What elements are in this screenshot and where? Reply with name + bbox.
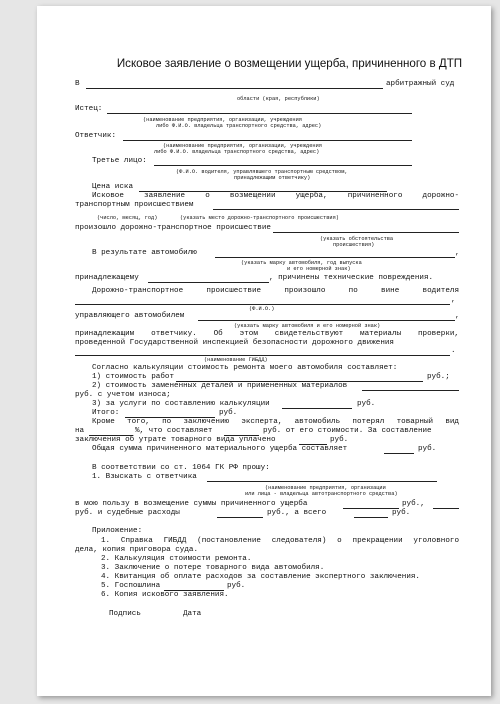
court-note: области (края, республики) <box>237 96 320 102</box>
calc-item-2b: руб. с учетом износа; <box>75 391 171 399</box>
car-owner-line[interactable] <box>148 282 269 283</box>
third-party-note-1: (Ф.И.О. водителя, управлявшего транспортным средством, <box>176 169 348 175</box>
appendix-item-5: 5. Госпошлина <box>101 582 161 590</box>
intro-circumstances-line[interactable] <box>273 232 459 233</box>
claim-price-label: Цена иска <box>92 183 134 191</box>
signature-label: Подпись <box>109 610 141 618</box>
calc-item-1: 1) стоимость работ <box>92 373 175 381</box>
request-defendant-line[interactable] <box>207 481 437 482</box>
calc-sum-p4a: Общая сумма причиненного материального ущерба составляет <box>92 445 348 453</box>
appendix-item-4: 4. Квитанция об оплате расходов за составление экспертного заключения. <box>101 573 420 581</box>
calc-item-3: 3) за услуги по составлению калькуляции <box>92 400 270 408</box>
calc-expert-p2b: %, что составляет <box>135 427 213 435</box>
car-model-2-line[interactable] <box>198 320 455 321</box>
plaintiff-label: Истец: <box>75 105 103 113</box>
intro-line-2: транспортным происшествием <box>75 201 194 209</box>
car-comma-3: , <box>455 312 460 320</box>
car-line-6: проведенной Государственной инспекцией безопасности дорожного движения <box>75 339 394 347</box>
intro-note-circ-1: (указать обстоятельства <box>320 236 394 242</box>
plaintiff-note-1: (наименование предприятия, организации, учреждения <box>143 117 302 123</box>
request-line-2b: руб., <box>402 500 425 508</box>
car-note-2: и его номерной знак) <box>287 266 351 272</box>
intro-note-place: (указать место дорожно-транспортного происшествия) <box>180 215 339 221</box>
court-line[interactable] <box>86 88 383 89</box>
court-suffix: арбитражный суд <box>386 80 455 88</box>
request-line-1: В соответствии со ст. 1064 ГК РФ прошу: <box>92 464 270 472</box>
calc-expert-p3a: заключения об утрате товарного вида уплачено <box>75 436 276 444</box>
third-party-line[interactable] <box>154 165 412 166</box>
car-period: . <box>451 347 456 355</box>
date-label: Дата <box>183 610 202 618</box>
court-prefix: В <box>75 80 80 88</box>
intro-line-3: произошло дорожно-транспортное происшествие <box>75 224 271 232</box>
request-line-2a: в мою пользу в возмещение суммы причиненного ущерба <box>75 500 308 508</box>
calc-sum-line[interactable] <box>384 453 414 454</box>
appendix-item-1: 1. Справка ГИБДД (постановление следователя) о прекращении уголовного <box>101 537 459 545</box>
calc-item-2: 2) стоимость замененных деталей и примененных материалов <box>92 382 348 390</box>
request-damage-2-line[interactable] <box>433 508 459 509</box>
calc-sum-p4b: руб. <box>418 445 437 453</box>
document-title: Исковое заявление о возмещении ущерба, причиненного в ДТП <box>116 57 463 70</box>
car-gibdd-line[interactable] <box>75 355 450 356</box>
defendant-line[interactable] <box>123 140 412 141</box>
car-model-line[interactable] <box>215 257 455 258</box>
car-line-2b: , причинены технические повреждения. <box>269 274 434 282</box>
request-total-line[interactable] <box>354 517 388 518</box>
appendix-label: Приложение: <box>92 527 143 535</box>
request-line-3b: руб., а всего <box>267 509 327 517</box>
car-note-gibdd: (наименование ГИБДД) <box>204 357 268 363</box>
calc-item-3-line[interactable] <box>282 408 352 409</box>
intro-note-circ-2: происшествия) <box>333 242 375 248</box>
request-line-3a: руб. и судебные расходы <box>75 509 180 517</box>
calc-item-2-line[interactable] <box>362 390 459 391</box>
defendant-label: Ответчик: <box>75 132 117 140</box>
appendix-item-3: 3. Заключение о потере товарного вида автомобиля. <box>101 564 325 572</box>
intro-note-date: (число, месяц, год) <box>97 215 158 221</box>
car-line-1: В результате автомобилю <box>92 249 197 257</box>
car-comma-2: , <box>451 296 456 304</box>
plaintiff-note-2: либо Ф.И.О. владельца транспортного средства, адрес) <box>156 123 322 129</box>
request-damage-line[interactable] <box>343 508 399 509</box>
appendix-item-5-unit: руб. <box>227 582 246 590</box>
request-note-1: (наименование предприятия, организации <box>265 485 386 491</box>
car-line-2a: принадлежащему <box>75 274 139 282</box>
car-note-fio: (Ф.И.О.) <box>249 306 275 312</box>
calc-line-1: Согласно калькуляции стоимость ремонта моего автомобиля составляет: <box>92 364 398 372</box>
intro-date-place-line[interactable] <box>213 209 459 210</box>
calc-total: Итого: <box>92 409 120 417</box>
calc-item-1-unit: руб.; <box>427 373 450 381</box>
defendant-note-1: (наименование предприятия, организации, учреждения <box>163 143 322 149</box>
request-item-1: 1. Взыскать с ответчика <box>92 473 197 481</box>
third-party-label: Третье лицо: <box>92 157 147 165</box>
car-driver-line[interactable] <box>75 304 450 305</box>
intro-line-1: Исковое заявление о возмещении ущерба, причиненного дорожно- <box>92 192 459 200</box>
third-party-note-2: принадлежащим ответчику) <box>234 175 311 181</box>
appendix-item-1b: дела, копия приговора суда. <box>75 546 199 554</box>
car-line-3: Дорожно-транспортное происшествие произошло по вине водителя <box>92 287 459 295</box>
request-line-3c: руб. <box>392 509 411 517</box>
defendant-note-2: либо Ф.И.О. владельца транспортного средства, адрес) <box>154 149 320 155</box>
car-note-1: (указать марку автомобиля, год выпуска <box>241 260 362 266</box>
calc-expert-p1: Кроме того, по заключению эксперта, автомобиль потерял товарный вид <box>92 418 459 426</box>
calc-total-unit: руб. <box>219 409 238 417</box>
calc-expert-p3b: руб. <box>330 436 349 444</box>
appendix-item-2: 2. Калькуляция стоимости ремонта. <box>101 555 252 563</box>
calc-expert-p2a: на <box>75 427 85 435</box>
document-page <box>37 6 491 696</box>
request-costs-line[interactable] <box>217 517 263 518</box>
appendix-item-6: 6. Копия искового заявления. <box>101 591 229 599</box>
calc-item-3-unit: руб. <box>357 400 376 408</box>
car-comma-1: , <box>455 249 460 257</box>
calc-expert-p2c: руб. от его стоимости. За составление <box>263 427 432 435</box>
car-line-4: управляющего автомобилем <box>75 312 185 320</box>
car-note-3: (указать марку автомобиля и его номерной знак) <box>234 323 381 329</box>
request-note-2: или лица - владельца автотранспортного средства) <box>245 491 398 497</box>
car-line-5: принадлежащим ответчику. Об этом свидетельствуют материалы проверки, <box>75 330 459 338</box>
plaintiff-line[interactable] <box>107 113 412 114</box>
